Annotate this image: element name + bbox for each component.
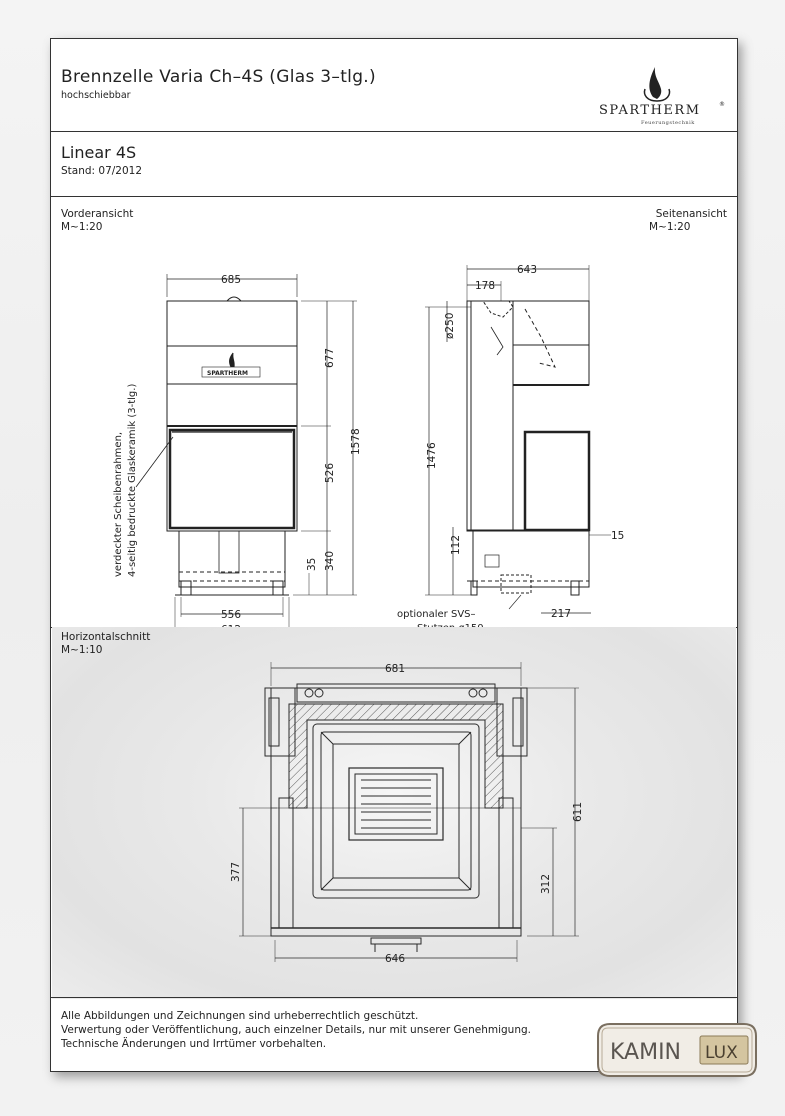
dim-height-side: 1476	[426, 442, 438, 469]
model-name: Linear 4S	[61, 143, 137, 162]
dim-foot: 217	[551, 608, 572, 620]
footer-line-1: Alle Abbildungen und Zeichnungen sind urheberrechtlich geschützt.	[61, 1010, 419, 1022]
dim-section-depth-left: 377	[230, 861, 242, 882]
dim-height-glass: 526	[324, 462, 336, 483]
front-badge: SPARTHERM	[207, 370, 248, 377]
divider	[51, 131, 737, 132]
front-body	[167, 301, 297, 531]
drawing-sheet	[50, 38, 738, 1072]
dim-offset: 178	[475, 280, 496, 292]
divider	[51, 997, 737, 998]
dim-width-inner: 556	[221, 609, 242, 621]
logo-wordmark: SPARTHERM	[599, 103, 701, 118]
side-glass	[525, 432, 589, 530]
front-glass	[170, 430, 294, 528]
dim-height-base: 340	[324, 550, 336, 571]
front-base	[179, 531, 285, 587]
watermark-brand-left: KAMIN	[610, 1040, 682, 1065]
dim-base-side: 112	[450, 534, 462, 555]
dim-section-width-top: 681	[385, 663, 406, 675]
side-view-scale: M~1:20	[649, 221, 691, 233]
registered-mark: ®	[719, 101, 725, 108]
dim-section-depth-right: 611	[572, 801, 584, 822]
elevation-drawing	[51, 197, 737, 627]
frame-note-1: verdeckter Scheibenrahmen,	[113, 431, 124, 577]
kaminlux-watermark	[592, 1018, 762, 1082]
front-view-scale: M~1:20	[61, 221, 103, 233]
dim-flue: ø250	[444, 312, 456, 339]
dim-section-width-bottom: 646	[385, 953, 406, 965]
dim-depth-total: 643	[517, 264, 538, 276]
dim-section-depth-inner: 312	[540, 873, 552, 894]
section-scale: M~1:10	[61, 644, 103, 656]
model-stand: Stand: 07/2012	[61, 165, 143, 177]
product-subtitle: hochschiebbar	[61, 90, 131, 101]
section-drawing	[51, 628, 737, 998]
dim-height-small: 35	[306, 557, 318, 571]
dim-step: 15	[611, 530, 625, 542]
section-title: Horizontalschnitt	[61, 631, 151, 643]
dim-height-upper: 677	[324, 347, 336, 368]
dim-height-total: 1578	[350, 428, 362, 455]
footer-line-3: Technische Änderungen und Irrtümer vorbehalten.	[61, 1038, 327, 1050]
side-upper	[513, 301, 589, 385]
watermark-brand-right: LUX	[705, 1043, 738, 1063]
front-view-title: Vorderansicht	[61, 208, 134, 220]
spartherm-logo	[591, 49, 731, 129]
product-title: Brennzelle Varia Ch–4S (Glas 3–tlg.)	[61, 67, 376, 87]
dim-width-top: 685	[221, 274, 242, 286]
frame-note-2: 4-seitig bedruckte Glaskeramik (3-tlg.)	[127, 383, 138, 577]
logo-tagline: Feuerungstechnik	[641, 120, 695, 126]
side-view-title: Seitenansicht	[655, 208, 727, 220]
footer-line-2: Verwertung oder Veröffentlichung, auch einzelner Details, nur mit unserer Genehmigung.	[61, 1024, 531, 1036]
svs-note-1: optionaler SVS–	[397, 609, 476, 620]
